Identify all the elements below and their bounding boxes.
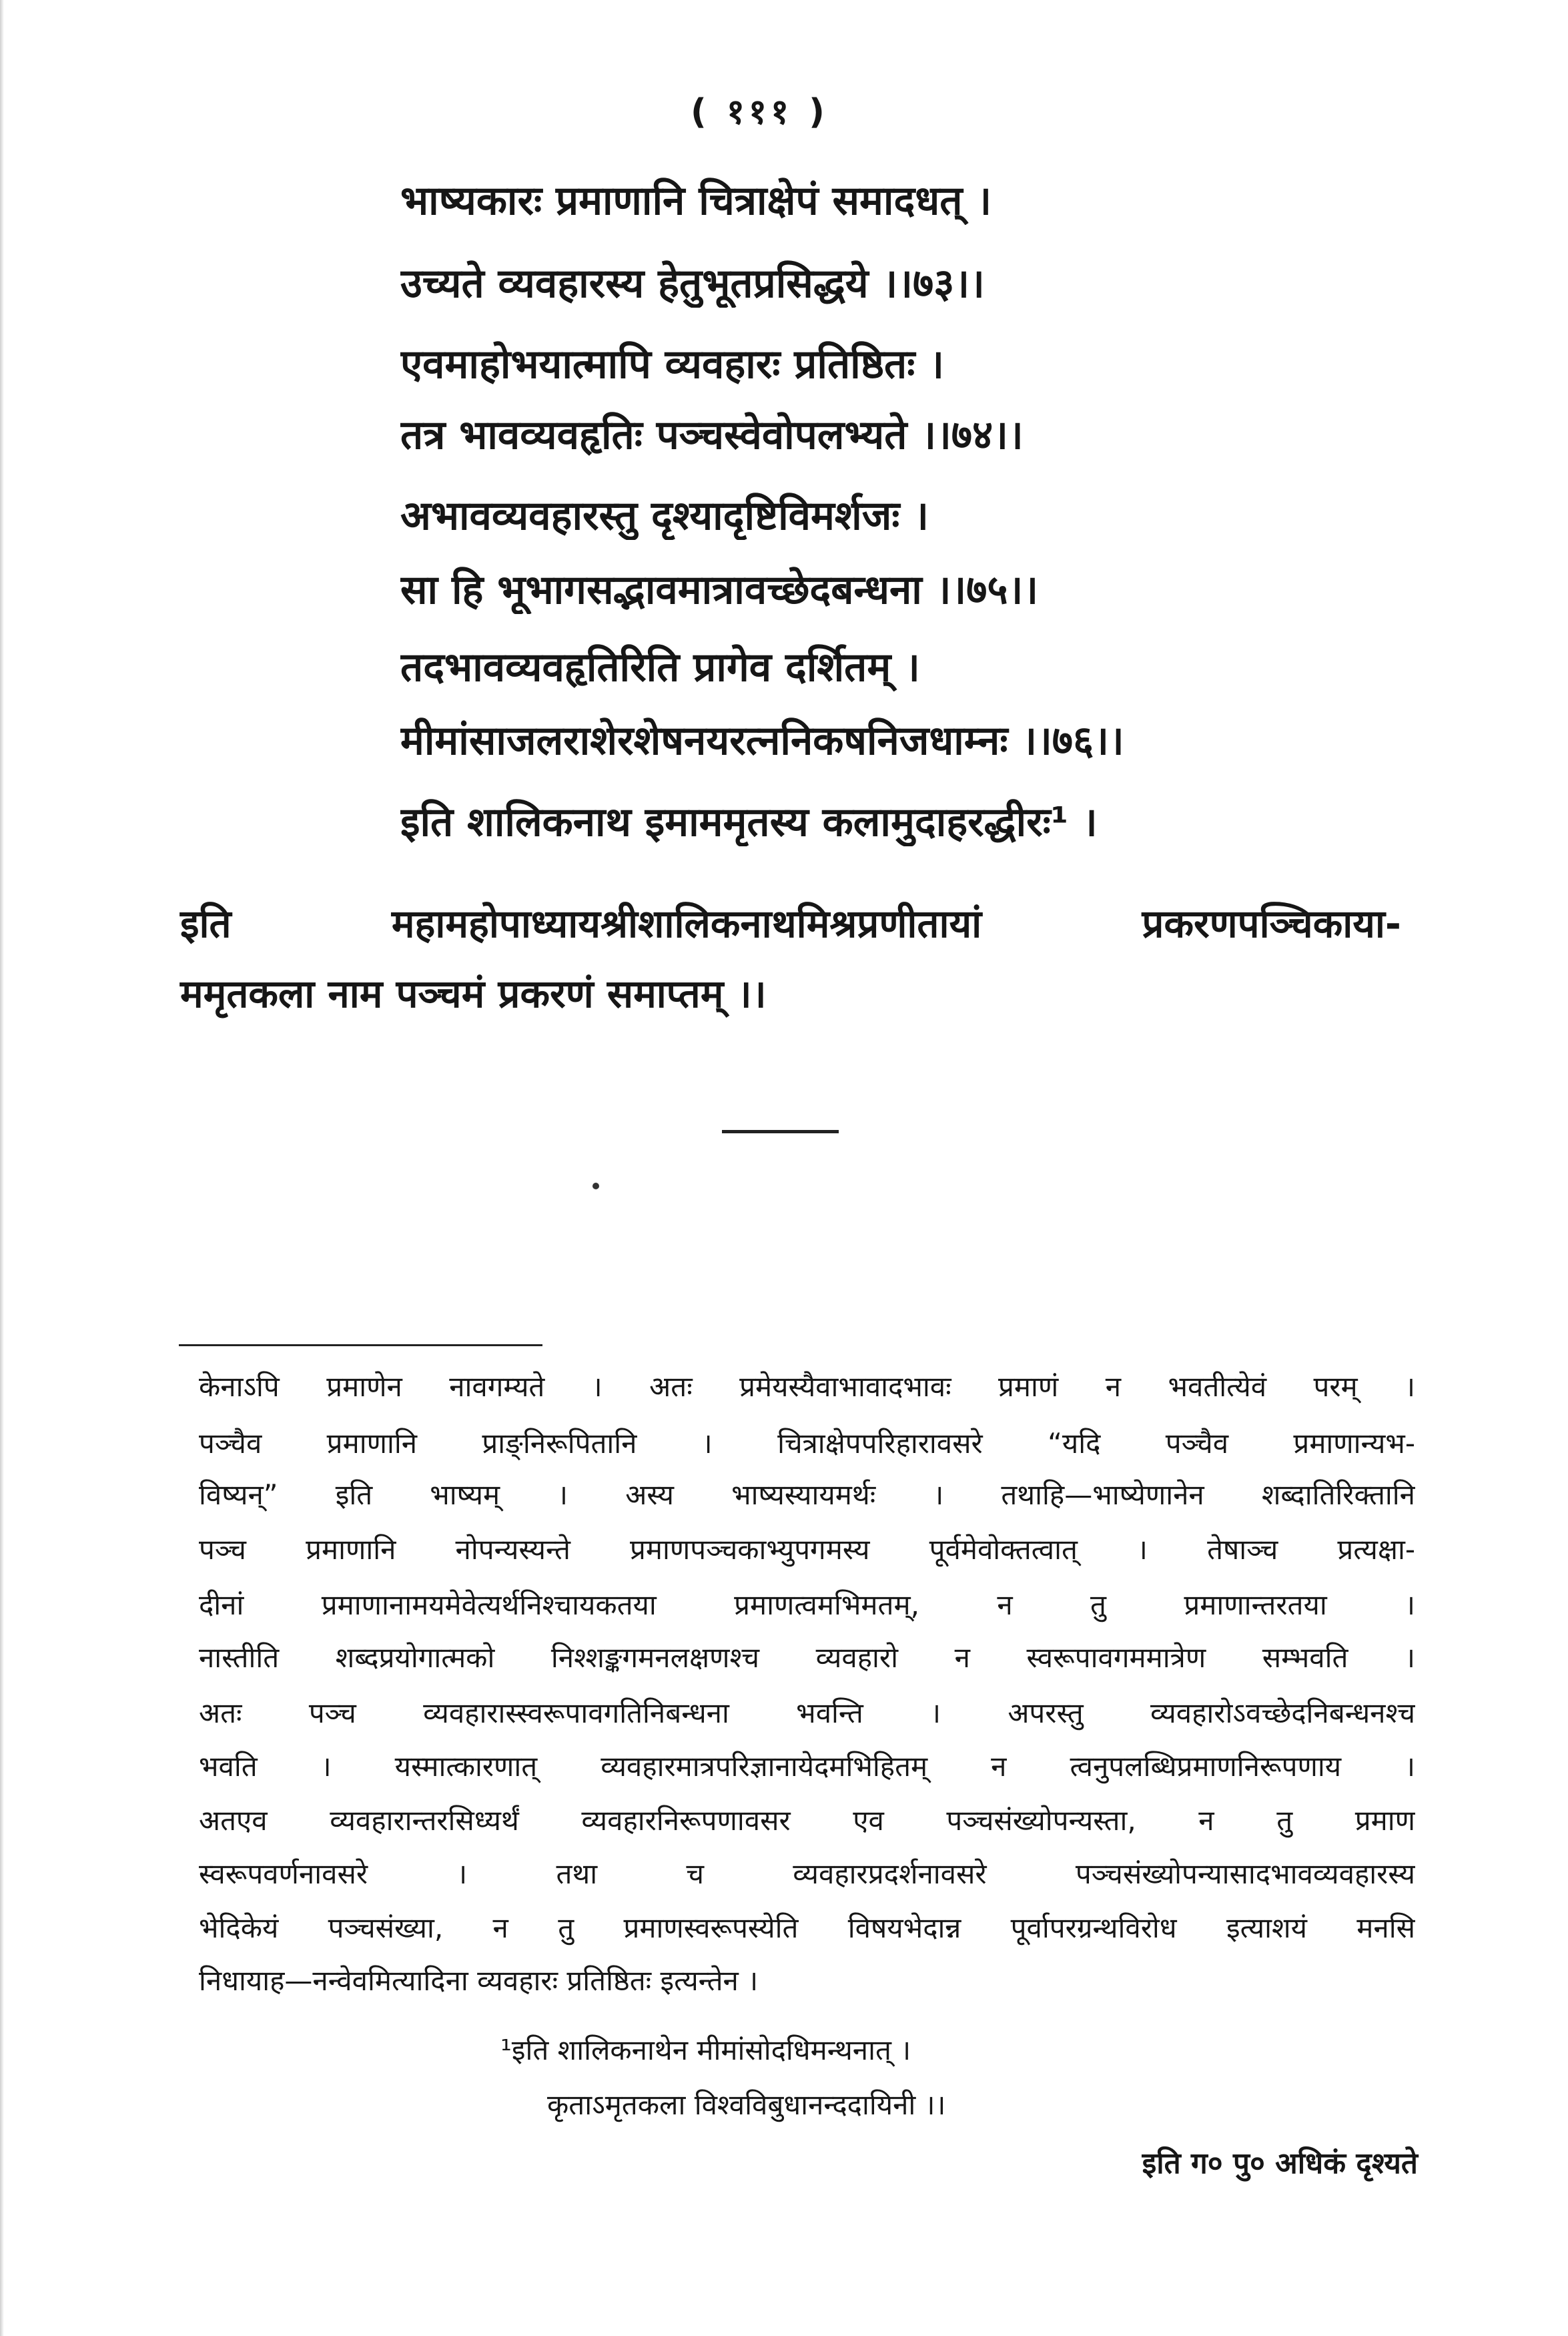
footnote-line: स्वरूपवर्णनावसरे । तथा च व्यवहारप्रदर्शनावसरे पञ्चसंख्योपन्यासादभावव्यवहारस्य bbox=[199, 1857, 1415, 1890]
verse-line: तत्र भावव्यवहृतिः पञ्चस्वेवोपलभ्यते ।।७४।। bbox=[400, 412, 1024, 459]
footnote-line: अतः पञ्च व्यवहारास्स्वरूपावगतिनिबन्धना भवन्ति । अपरस्तु व्यवहारोऽवच्छेदनिबन्धनश्च bbox=[199, 1697, 1415, 1729]
verse-line: इति शालिकनाथ इमाममृतस्य कलामुदाहरद्धीरः¹ । bbox=[400, 799, 1098, 846]
footnote-line: भेदिकेयं पञ्चसंख्या, न तु प्रमाणस्वरूपस्येति विषयभेदान्न पूर्वापरग्रन्थविरोध इत्याशयं मनसि bbox=[199, 1912, 1415, 1944]
verse-line: अभावव्यवहारस्तु दृश्यादृष्टिविमर्शजः । bbox=[400, 493, 929, 539]
colophon-line: इति महामहोपाध्यायश्रीशालिकनाथमिश्रप्रणीतायां प्रकरणपञ्चिकाया- bbox=[180, 901, 1401, 946]
verse-line: उच्यते व्यवहारस्य हेतुभूतप्रसिद्धये ।।७३।। bbox=[400, 260, 985, 307]
verse-line: तदभावव्यवहृतिरिति प्रागेव दर्शितम् । bbox=[400, 644, 920, 691]
verse-line: एवमाहोभयात्मापि व्यवहारः प्रतिष्ठितः । bbox=[400, 341, 945, 388]
page-number: ( १११ ) bbox=[691, 92, 829, 132]
footnote-line: विष्यन्” इति भाष्यम् । अस्य भाष्यस्यायमर्थः । तथाहि—भाष्येणानेन शब्दातिरिक्तानि bbox=[199, 1478, 1415, 1511]
verse-line: भाष्यकारः प्रमाणानि चित्राक्षेपं समादधत् । bbox=[400, 178, 992, 224]
footnote-line: पञ्च प्रमाणानि नोपन्यस्यन्ते प्रमाणपञ्चकाभ्युपगमस्य पूर्वमेवोक्तत्वात् । तेषाञ्च प्रत्यक्षा- bbox=[199, 1533, 1415, 1566]
section-end-rule bbox=[722, 1130, 839, 1133]
verse-line: मीमांसाजलराशेरशेषनयरत्ननिकषनिजधाम्नः ।।७६।। bbox=[400, 717, 1124, 764]
footnote-verse-line: कृताऽमृतकला विश्वविबुधानन्ददायिनी ।। bbox=[547, 2088, 946, 2121]
footnote-source-note: इति ग० पु० अधिकं दृश्यते bbox=[1142, 2146, 1418, 2180]
footnote-rule bbox=[179, 1344, 542, 1346]
scan-edge bbox=[0, 0, 4, 2336]
footnote-line: भवति । यस्मात्कारणात् व्यवहारमात्रपरिज्ञानायेदमभिहितम् न त्वनुपलब्धिप्रमाणनिरूपणाय । bbox=[199, 1750, 1415, 1783]
footnote-line: अतएव व्यवहारान्तरसिध्यर्थं व्यवहारनिरूपणावसर एव पञ्चसंख्योपन्यस्ता, न तु प्रमाण bbox=[199, 1804, 1415, 1837]
footnote-line: निधायाह—नन्वेवमित्यादिना व्यवहारः प्रतिष्ठितः इत्यन्तेन । bbox=[199, 1964, 759, 1997]
footnote-line: नास्तीति शब्दप्रयोगात्मको निश्शङ्कगमनलक्षणश्च व्यवहारो न स्वरूपावगममात्रेण सम्भवति । bbox=[199, 1641, 1415, 1674]
footnote-line: दीनां प्रमाणानामयमेवेत्यर्थनिश्चायकतया प्रमाणत्वमभिमतम्, न तु प्रमाणान्तरतया । bbox=[199, 1588, 1415, 1621]
footnote-line: पञ्चैव प्रमाणानि प्राङ्निरूपितानि । चित्राक्षेपपरिहारावसरे “यदि पञ्चैव प्रमाणान्यभ- bbox=[199, 1427, 1415, 1460]
footnote-verse-line: ¹इति शालिकनाथेन मीमांसोदधिमन्थनात् । bbox=[500, 2034, 911, 2066]
print-speck bbox=[593, 1183, 599, 1189]
footnote-line: केनाऽपि प्रमाणेन नावगम्यते । अतः प्रमेयस्यैवाभावादभावः प्रमाणं न भवतीत्येवं परम् । bbox=[199, 1370, 1415, 1403]
verse-line: सा हि भूभागसद्भावमात्रावच्छेदबन्धना ।।७५।। bbox=[400, 567, 1039, 613]
colophon-line: ममृतकला नाम पञ्चमं प्रकरणं समाप्तम् ।। bbox=[180, 971, 767, 1016]
